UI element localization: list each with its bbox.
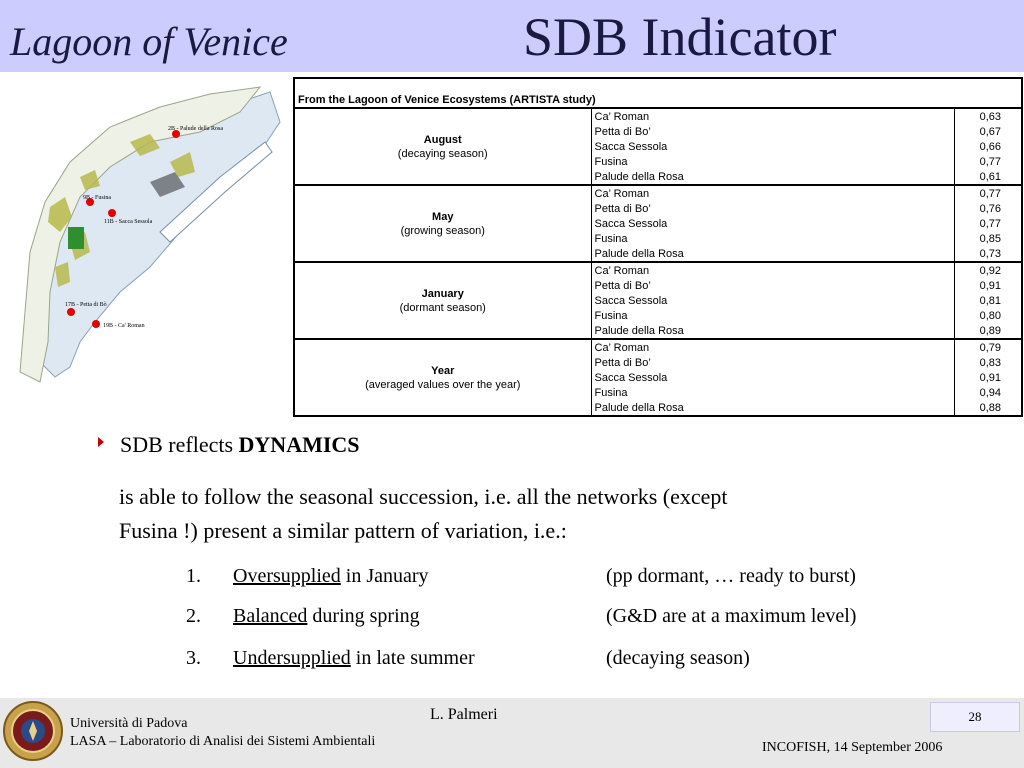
value-cell: 0,83	[954, 355, 1022, 370]
list-term: Balanced	[233, 605, 308, 627]
list-rest: in late summer	[350, 647, 475, 669]
list-note: (G&D are at a maximum level)	[606, 605, 857, 627]
table-row	[294, 108, 1022, 124]
site-cell: Fusina	[594, 309, 628, 322]
map-label-11b: 11B - Sacca Sessola	[104, 219, 153, 225]
value-cell: 0,66	[954, 139, 1022, 154]
map-label-9b: 9B - Fusina	[83, 195, 112, 201]
value-cell: 0,89	[954, 323, 1022, 339]
season-name: January	[421, 287, 464, 300]
list-term: Undersupplied	[233, 647, 351, 669]
value-cell: 0,81	[954, 293, 1022, 308]
site-marker-19b	[92, 320, 100, 328]
bullet-text: SDB reflects	[120, 432, 239, 457]
page-number: 28	[930, 702, 1020, 732]
season-desc: (growing season)	[400, 224, 485, 237]
season-cell	[294, 185, 591, 262]
paragraph-line-1: is able to follow the seasonal succession, i.e. all the networks (except	[119, 484, 728, 509]
site-cell: Palude della Rosa	[594, 170, 684, 183]
list-item	[233, 647, 475, 670]
value-cell: 0,67	[954, 124, 1022, 139]
list-term: Oversupplied	[233, 565, 341, 587]
bullet-emphasis: DYNAMICS	[238, 432, 360, 457]
paragraph-line-2: Fusina !) present a similar pattern of variation, i.e.:	[119, 518, 567, 543]
site-cell: Sacca Sessola	[594, 140, 668, 153]
table-row	[294, 339, 1022, 355]
site-cell: Fusina	[594, 155, 628, 168]
site-cell: Sacca Sessola	[594, 371, 668, 384]
season-name: August	[423, 133, 462, 146]
site-cell: Petta di Bo’	[594, 202, 651, 215]
site-cell: Sacca Sessola	[594, 217, 668, 230]
slide-subtitle: Lagoon of Venice	[10, 19, 288, 64]
table-row	[294, 262, 1022, 278]
season-desc: (dormant season)	[399, 301, 486, 314]
slide-title: SDB Indicator	[523, 7, 837, 67]
list-item	[233, 605, 420, 628]
value-cell: 0,73	[954, 246, 1022, 262]
bullet-line	[120, 432, 360, 458]
university-seal-icon	[2, 700, 64, 762]
event-name: INCOFISH, 14 September 2006	[762, 740, 943, 755]
season-cell	[294, 262, 591, 339]
list-rest: in January	[340, 565, 429, 587]
table-caption: From the Lagoon of Venice Ecosystems (ARTISTA study)	[294, 78, 1022, 108]
site-cell: Palude della Rosa	[594, 247, 684, 260]
season-desc: (averaged values over the year)	[365, 378, 521, 391]
map-label-19b: 19B - Ca' Roman	[103, 323, 145, 329]
season-name: May	[432, 210, 454, 223]
value-cell: 0,76	[954, 201, 1022, 216]
value-cell: 0,63	[954, 108, 1022, 124]
site-cell: Ca’ Roman	[591, 108, 954, 124]
list-number: 3.	[186, 647, 201, 669]
map-label-17b: 17B - Petta di Bò	[65, 302, 107, 308]
value-cell: 0,79	[954, 339, 1022, 355]
lagoon-map	[10, 82, 288, 384]
site-cell: Fusina	[594, 232, 628, 245]
value-cell: 0,88	[954, 400, 1022, 416]
season-cell	[294, 108, 591, 185]
site-marker-11b	[108, 209, 116, 217]
site-cell: Palude della Rosa	[594, 324, 684, 337]
university-name: Università di Padova	[70, 716, 188, 731]
value-cell: 0,91	[954, 370, 1022, 385]
value-cell: 0,80	[954, 308, 1022, 323]
site-cell: Fusina	[594, 386, 628, 399]
season-cell	[294, 339, 591, 416]
site-cell: Ca’ Roman	[591, 339, 954, 355]
list-item	[233, 565, 429, 588]
table-header-row	[294, 78, 1022, 108]
value-cell: 0,61	[954, 169, 1022, 185]
site-cell: Petta di Bo’	[594, 279, 651, 292]
author-name: L. Palmeri	[430, 706, 498, 723]
value-cell: 0,77	[954, 216, 1022, 231]
value-cell: 0,85	[954, 231, 1022, 246]
list-rest: during spring	[307, 605, 420, 627]
table-row	[294, 185, 1022, 201]
season-desc: (decaying season)	[397, 147, 488, 160]
site-cell: Ca’ Roman	[591, 262, 954, 278]
value-cell: 0,77	[954, 185, 1022, 201]
lab-name: LASA – Laboratorio di Analisi dei Sistemi Ambientali	[70, 734, 376, 749]
map-label-2b: 2B - Palude della Rosa	[168, 126, 223, 132]
fusina-area	[68, 227, 84, 249]
footer-bar	[0, 698, 1024, 768]
site-cell: Petta di Bo’	[594, 356, 651, 369]
season-name: Year	[431, 364, 455, 377]
list-note: (decaying season)	[606, 647, 750, 669]
site-marker-17b	[67, 308, 75, 316]
value-cell: 0,91	[954, 278, 1022, 293]
list-number: 2.	[186, 605, 201, 627]
bullet-arrow-icon	[98, 437, 104, 447]
list-number: 1.	[186, 565, 201, 587]
site-cell: Ca’ Roman	[591, 185, 954, 201]
sdb-table	[293, 77, 1023, 417]
value-cell: 0,77	[954, 154, 1022, 169]
site-cell: Palude della Rosa	[591, 400, 954, 416]
site-cell: Sacca Sessola	[594, 294, 668, 307]
value-cell: 0,92	[954, 262, 1022, 278]
list-note: (pp dormant, … ready to burst)	[606, 565, 856, 587]
value-cell: 0,94	[954, 385, 1022, 400]
site-cell: Petta di Bo’	[594, 125, 651, 138]
